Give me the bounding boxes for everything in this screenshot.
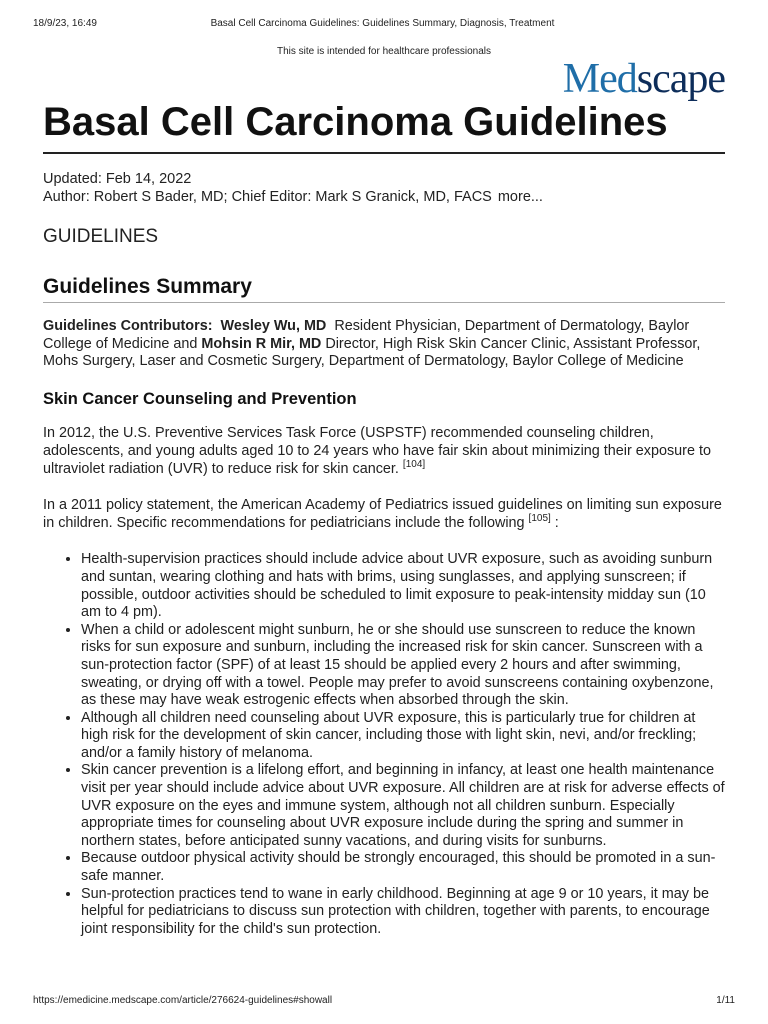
- paragraph-uspstf-text: In 2012, the U.S. Preventive Services Task Force (USPSTF) recommended counseling children, adolescents, and young adults aged 10 to 24 years who have fair skin about minimizing their exposure to ultraviolet radiation (UVR) to reduce risk for skin cancer.: [43, 425, 711, 477]
- contributors: [43, 318, 726, 371]
- list-item: • Skin cancer prevention is a lifelong effort, and beginning in infancy, at least one health maintenance visit per year should include advice about UVR exposure. All children are at risk for adverse effects of UVR exposure on the eyes and immune system, although not all children sunburn. Especially appropriate times for counseling about UVR exposure include during the spring and summer in northern states, before anticipated sunny vacations, and during visits for sunburns.: [81, 762, 726, 850]
- article-body: [43, 318, 726, 938]
- reference-105[interactable]: [105]: [528, 512, 551, 524]
- subtitle: Guidelines Summary: [43, 275, 252, 298]
- paragraph-uspstf: [43, 425, 726, 478]
- contributor-name-1: Wesley Wu, MD: [220, 318, 327, 334]
- contributor-name-2: Mohsin R Mir, MD: [201, 335, 322, 352]
- updated-date: Updated: Feb 14, 2022: [43, 171, 192, 187]
- page-url: https://emedicine.medscape.com/article/276624-guidelines#showall: [33, 995, 333, 1006]
- paragraph-aap-tail: :: [554, 514, 559, 531]
- professional-notice: This site is intended for healthcare professionals: [276, 46, 491, 57]
- logo-part-scape: scape: [636, 56, 725, 102]
- paragraph-aap-text: In a 2011 policy statement, the American Academy of Pediatrics issued guidelines on limiting sun exposure in children. Specific recommendations for pediatricians include the following: [43, 497, 722, 531]
- section-label: GUIDELINES: [43, 226, 159, 247]
- medscape-logo[interactable]: [563, 58, 725, 100]
- page-title: Basal Cell Carcinoma Guidelines: [43, 100, 668, 144]
- author-line: [43, 188, 543, 206]
- author-text: Author: Robert S Bader, MD; Chief Editor: Mark S Granick, MD, FACS: [43, 189, 492, 205]
- contributor-role-1: Resident Physician, Department of Dermatology, Baylor College of Medicine and: [43, 318, 690, 352]
- article-meta: [43, 170, 543, 206]
- contributor-role-2: Director, High Risk Skin Cancer Clinic, Assistant Professor, Mohs Surgery, Laser and Cosmetic Surgery, Department of Dermatology, Baylor College of Medicine: [43, 335, 701, 370]
- list-item: • Sun-protection practices tend to wane in early childhood. Beginning at age 9 or 10 years, it may be helpful for pediatricians to discuss sun protection with children, together with parents, to encourage joint responsibility for the child's sun protection.: [81, 886, 726, 939]
- recommendations-list: [43, 551, 726, 938]
- subtitle-divider: [43, 302, 725, 303]
- print-page-title: Basal Cell Carcinoma Guidelines: Guidelines Summary, Diagnosis, Treatment: [210, 18, 555, 29]
- section-heading: Skin Cancer Counseling and Prevention: [43, 389, 357, 408]
- contributors-label: Guidelines Contributors:: [43, 318, 213, 334]
- more-link[interactable]: more...: [497, 189, 543, 205]
- print-datetime: 18/9/23, 16:49: [33, 18, 97, 29]
- page-number: 1/11: [716, 995, 735, 1006]
- logo-part-med: Med: [562, 56, 637, 102]
- list-item: • Health-supervision practices should include advice about UVR exposure, such as avoiding sunburn and suntan, wearing clothing and hats with brims, using sunglasses, and applying sunscreen; if possible, outdoor activities should be scheduled to limit exposure to peak-intensity midday sun (10 am to 4 pm).: [81, 551, 726, 621]
- title-divider: [43, 152, 725, 154]
- list-item: • When a child or adolescent might sunburn, he or she should use sunscreen to reduce the known risks for sun exposure and sunburn, including the increased risk for skin cancer. Sunscreen with a sun-protection factor (SPF) of at least 15 should be applied every 2 hours and after swimming, sweating, or drying off with a towel. People may prefer to avoid sunscreens containing oxybenzone, as these may have weak estrogenic effects when absorbed through the skin.: [81, 622, 726, 710]
- list-item: • Because outdoor physical activity should be strongly encouraged, this should be promoted in a sun-safe manner.: [81, 850, 726, 885]
- paragraph-aap: [43, 497, 726, 532]
- reference-104[interactable]: [104]: [402, 458, 426, 470]
- list-item: • Although all children need counseling about UVR exposure, this is particularly true for children at high risk for the development of skin cancer, including those with light skin, nevi, and/or freckling; and/or a family history of melanoma.: [81, 710, 726, 763]
